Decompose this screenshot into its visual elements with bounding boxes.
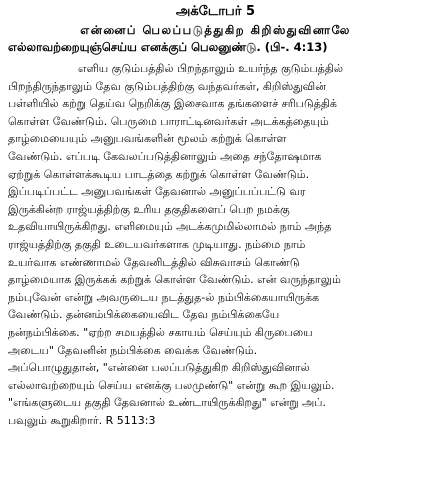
body-line: பிறந்திருந்தாலும் தேவ குடும்பத்திற்கு வந்தவர்கள், கிறிஸ்துவின் — [8, 79, 326, 93]
devotional-body — [8, 60, 423, 429]
body-line: தாழ்மையையும் அனுபவங்களின் மூலம் கற்றுக் கொள்ள — [8, 132, 287, 146]
body-line: ராஜ்யத்திற்கு தகுதி உடையவர்களாக முடியாது. நம்மை நாம் — [8, 237, 306, 251]
body-line: உதவியாயிருக்கிறது. எளிமையும் அடக்கமுமில்லாமல் நாம் அந்த — [8, 220, 332, 234]
verse-line: எல்லாவற்றையுஞ்செய்ய எனக்குப் பெலனுண்டு. (பி-. 4:13) — [8, 40, 328, 54]
date-heading: அக்டோபர் 5 — [175, 4, 256, 19]
body-line: இருக்கின்ற ராஜ்யத்திற்கு உரிய தகுதிகளைப் பெற நமக்கு — [8, 202, 290, 216]
scripture-verse — [8, 22, 423, 56]
verse-line: என்னைப் பெலப்படுத்துகிற கிறிஸ்துவினாலே — [80, 23, 351, 37]
body-line: நம்புவேன் என்று அவருடைய நடத்துத-ல் நம்பிக்கையாயிருக்க — [8, 290, 320, 304]
body-line: பவுலும் கூறுகிறார். R 5113:3 — [8, 413, 156, 427]
body-line: இப்படிப்பட்ட அனுபவங்கள் தேவனால் அனுப்பப்பட்டு வர — [8, 185, 306, 199]
body-line: கொள்ள வேண்டும். பெருமை பாராட்டினவர்கள் அடக்கத்தையும் — [8, 114, 329, 128]
body-line: நன்நம்பிக்கை. "ஏற்ற சமயத்தில் சகாயம் செய்யும் கிருபையை — [8, 325, 313, 339]
body-line: தாழ்மையாக இருக்கக் கற்றுக் கொள்ள வேண்டும். என் வருந்தாலும் — [8, 273, 341, 287]
body-line: உயர்வாக எண்ணாமல் தேவனிடத்தில் விசுவாசம் கொண்டு — [8, 255, 300, 269]
body-line: ஏற்றுக் கொள்ளக்கூடிய பாடத்தை கற்றுக் கொள்ள வேண்டும். — [8, 167, 310, 181]
body-line: எல்லாவற்றையும் செய்ய எனக்கு பலமுண்டு" என்று கூற இயலும். — [8, 378, 335, 392]
body-line: வேண்டும். தன்னம்பிக்கையைவிட தேவ நம்பிக்கையே — [8, 308, 280, 322]
body-line: அடைய" தேவனின் நம்பிக்கை வைக்க வேண்டும். — [8, 343, 258, 357]
body-line: பள்ளியில் கற்று தெய்வ நெறிக்கு இசைவாக தங்களைச் சரிபடுத்திக் — [8, 97, 337, 111]
body-line: "எங்களுடைய தகுதி தேவனால் உண்டாயிருக்கிறது" என்று அப். — [8, 396, 326, 410]
body-line: வேண்டும். எப்படி கேவலப்படுத்தினாலும் அதை சந்தோஷமாக — [8, 149, 322, 163]
body-line: அப்பொழுதுதான், "என்னை பலப்படுத்துகிற கிறிஸ்துவினால் — [8, 361, 310, 375]
body-line: எளிய குடும்பத்தில் பிறந்தாலும் உயர்ந்த குடும்பத்தில் — [78, 62, 343, 75]
